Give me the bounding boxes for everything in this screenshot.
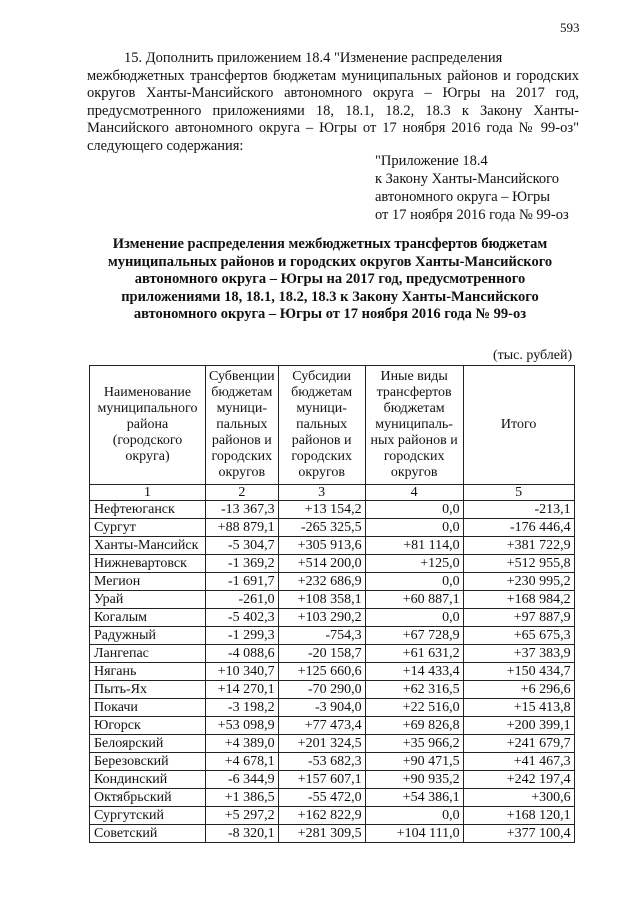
- other-transfers-cell: 0,0: [365, 573, 463, 591]
- subventions-cell: -261,0: [206, 591, 279, 609]
- column-number: 2: [206, 485, 279, 501]
- column-number: 4: [365, 485, 463, 501]
- subventions-cell: +4 678,1: [206, 753, 279, 771]
- other-transfers-cell: 0,0: [365, 519, 463, 537]
- municipality-cell: Югорск: [90, 717, 206, 735]
- table-row: [90, 591, 575, 609]
- subventions-cell: -3 198,2: [206, 699, 279, 717]
- municipality-cell: Ханты-Мансийск: [90, 537, 206, 555]
- municipality-cell: Октябрьский: [90, 789, 206, 807]
- total-cell: +65 675,3: [463, 627, 574, 645]
- municipality-cell: Радужный: [90, 627, 206, 645]
- total-cell: +230 995,2: [463, 573, 574, 591]
- municipality-cell: Белоярский: [90, 735, 206, 753]
- table-row: [90, 735, 575, 753]
- subventions-cell: +10 340,7: [206, 663, 279, 681]
- appendix-line: от 17 ноября 2016 года № 99-оз: [375, 207, 569, 223]
- subventions-cell: -13 367,3: [206, 501, 279, 519]
- subsidies-cell: -55 472,0: [278, 789, 365, 807]
- column-header-other-transfers: Иные виды трансфертов бюджетам муниципаль-ных районов и городских округов: [365, 366, 463, 485]
- municipality-cell: Лангепас: [90, 645, 206, 663]
- total-cell: +41 467,3: [463, 753, 574, 771]
- subsidies-cell: +162 822,9: [278, 807, 365, 825]
- other-transfers-cell: +67 728,9: [365, 627, 463, 645]
- total-cell: +168 984,2: [463, 591, 574, 609]
- column-header-total: Итого: [463, 366, 574, 485]
- subventions-cell: +88 879,1: [206, 519, 279, 537]
- appendix-reference: [375, 152, 595, 224]
- subventions-cell: +53 098,9: [206, 717, 279, 735]
- subsidies-cell: -70 290,0: [278, 681, 365, 699]
- column-number-row: [90, 485, 575, 501]
- municipality-cell: Пыть-Ях: [90, 681, 206, 699]
- table-row: [90, 573, 575, 591]
- municipality-cell: Сургутский: [90, 807, 206, 825]
- total-cell: +241 679,7: [463, 735, 574, 753]
- column-header-subventions: Субвенции бюджетам муници-пальных районов и городских округов: [206, 366, 279, 485]
- column-header-subsidies: Субсидии бюджетам муници-пальных районов и городских округов: [278, 366, 365, 485]
- subsidies-cell: +103 290,2: [278, 609, 365, 627]
- page-number: 593: [560, 20, 580, 35]
- subventions-cell: -8 320,1: [206, 825, 279, 843]
- total-cell: +150 434,7: [463, 663, 574, 681]
- table-row: [90, 501, 575, 519]
- table-row: [90, 825, 575, 843]
- table-row: [90, 519, 575, 537]
- other-transfers-cell: +90 935,2: [365, 771, 463, 789]
- table-row: [90, 645, 575, 663]
- subsidies-cell: +77 473,4: [278, 717, 365, 735]
- table-row: [90, 627, 575, 645]
- total-cell: +300,6: [463, 789, 574, 807]
- subsidies-cell: -265 325,5: [278, 519, 365, 537]
- municipality-cell: Сургут: [90, 519, 206, 537]
- subventions-cell: -1 369,2: [206, 555, 279, 573]
- total-cell: +512 955,8: [463, 555, 574, 573]
- subsidies-cell: -3 904,0: [278, 699, 365, 717]
- subventions-cell: -1 691,7: [206, 573, 279, 591]
- subventions-cell: +1 386,5: [206, 789, 279, 807]
- transfers-table: [89, 365, 575, 843]
- table-row: [90, 555, 575, 573]
- other-transfers-cell: 0,0: [365, 609, 463, 627]
- other-transfers-cell: +14 433,4: [365, 663, 463, 681]
- table-row: [90, 609, 575, 627]
- subsidies-cell: +13 154,2: [278, 501, 365, 519]
- table-row: [90, 537, 575, 555]
- municipality-cell: Нефтеюганск: [90, 501, 206, 519]
- subsidies-cell: +305 913,6: [278, 537, 365, 555]
- total-cell: +377 100,4: [463, 825, 574, 843]
- subsidies-cell: +201 324,5: [278, 735, 365, 753]
- units-label: (тыс. рублей): [493, 348, 573, 363]
- other-transfers-cell: +125,0: [365, 555, 463, 573]
- other-transfers-cell: +60 887,1: [365, 591, 463, 609]
- table-row: [90, 699, 575, 717]
- other-transfers-cell: +61 631,2: [365, 645, 463, 663]
- subsidies-cell: +514 200,0: [278, 555, 365, 573]
- total-cell: +200 399,1: [463, 717, 574, 735]
- table-row: [90, 771, 575, 789]
- other-transfers-cell: 0,0: [365, 807, 463, 825]
- total-cell: +168 120,1: [463, 807, 574, 825]
- table-row: [90, 717, 575, 735]
- subventions-cell: -4 088,6: [206, 645, 279, 663]
- subventions-cell: +5 297,2: [206, 807, 279, 825]
- subventions-cell: -1 299,3: [206, 627, 279, 645]
- total-cell: +242 197,4: [463, 771, 574, 789]
- municipality-cell: Кондинский: [90, 771, 206, 789]
- column-number: 1: [90, 485, 206, 501]
- intro-paragraph: [87, 50, 579, 155]
- municipality-cell: Березовский: [90, 753, 206, 771]
- subsidies-cell: -20 158,7: [278, 645, 365, 663]
- total-cell: -176 446,4: [463, 519, 574, 537]
- table-row: [90, 663, 575, 681]
- total-cell: -213,1: [463, 501, 574, 519]
- intro-first-line: 15. Дополнить приложением 18.4 "Изменение распределения: [124, 50, 503, 66]
- document-title: Изменение распределения межбюджетных трансфертов бюджетам муниципальных районов и городских округов Ханты-Мансийского автономного округа – Югры на 2017 год, предусмотренного приложениями 18, 18.1, 18.2, 18.3 к Закону Ханты-Мансийского автономного округа – Югры от 17 ноября 2016 года № 99-оз: [107, 236, 553, 322]
- subventions-cell: -5 402,3: [206, 609, 279, 627]
- other-transfers-cell: +35 966,2: [365, 735, 463, 753]
- column-number: 5: [463, 485, 574, 501]
- header-row: [90, 366, 575, 485]
- intro-text: межбюджетных трансфертов бюджетам муниципальных районов и городских округов Ханты-Мансийского автономного округа – Югры на 2017 год, предусмотренного приложениями 18, 18.1, 18.2, 18.3 к Закону Ханты-Мансийского автономного округа – Югры от 17 ноября 2016 года № 99-оз" следующего содержания:: [87, 67, 579, 154]
- municipality-cell: Мегион: [90, 573, 206, 591]
- municipality-cell: Нягань: [90, 663, 206, 681]
- subsidies-cell: +108 358,1: [278, 591, 365, 609]
- total-cell: +97 887,9: [463, 609, 574, 627]
- appendix-line: автономного округа – Югры: [375, 189, 551, 205]
- subsidies-cell: +281 309,5: [278, 825, 365, 843]
- other-transfers-cell: 0,0: [365, 501, 463, 519]
- appendix-line: к Закону Ханты-Мансийского: [375, 171, 560, 187]
- other-transfers-cell: +62 316,5: [365, 681, 463, 699]
- column-number: 3: [278, 485, 365, 501]
- subsidies-cell: -53 682,3: [278, 753, 365, 771]
- other-transfers-cell: +81 114,0: [365, 537, 463, 555]
- municipality-cell: Нижневартовск: [90, 555, 206, 573]
- subventions-cell: -5 304,7: [206, 537, 279, 555]
- table-row: [90, 753, 575, 771]
- total-cell: +15 413,8: [463, 699, 574, 717]
- municipality-cell: Урай: [90, 591, 206, 609]
- other-transfers-cell: +104 111,0: [365, 825, 463, 843]
- total-cell: +6 296,6: [463, 681, 574, 699]
- subsidies-cell: -754,3: [278, 627, 365, 645]
- other-transfers-cell: +90 471,5: [365, 753, 463, 771]
- subsidies-cell: +232 686,9: [278, 573, 365, 591]
- total-cell: +381 722,9: [463, 537, 574, 555]
- appendix-line: "Приложение 18.4: [375, 153, 488, 169]
- other-transfers-cell: +69 826,8: [365, 717, 463, 735]
- other-transfers-cell: +22 516,0: [365, 699, 463, 717]
- other-transfers-cell: +54 386,1: [365, 789, 463, 807]
- subsidies-cell: +157 607,1: [278, 771, 365, 789]
- total-cell: +37 383,9: [463, 645, 574, 663]
- subventions-cell: +14 270,1: [206, 681, 279, 699]
- subventions-cell: +4 389,0: [206, 735, 279, 753]
- table-row: [90, 681, 575, 699]
- municipality-cell: Когалым: [90, 609, 206, 627]
- subsidies-cell: +125 660,6: [278, 663, 365, 681]
- municipality-cell: Покачи: [90, 699, 206, 717]
- table-row: [90, 807, 575, 825]
- municipality-cell: Советский: [90, 825, 206, 843]
- column-header-municipality: Наименование муниципального района (городского округа): [90, 366, 206, 485]
- subventions-cell: -6 344,9: [206, 771, 279, 789]
- table-row: [90, 789, 575, 807]
